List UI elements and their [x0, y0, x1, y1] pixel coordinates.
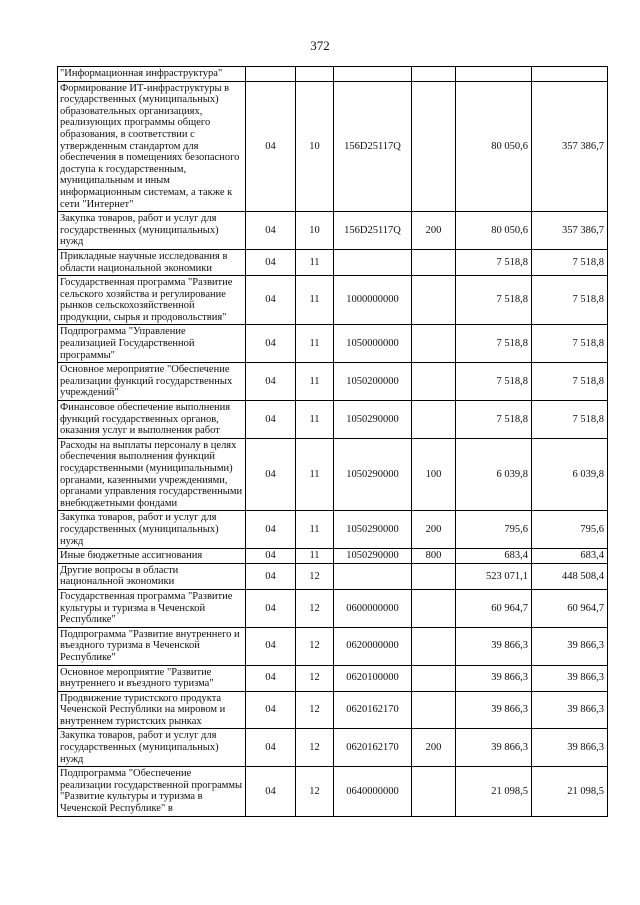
cell-subsection: 11 [296, 363, 334, 401]
cell-amount-1: 80 050,6 [456, 81, 532, 212]
cell-section: 04 [246, 401, 296, 439]
cell-section: 04 [246, 729, 296, 767]
cell-target-article: 0620000000 [334, 627, 412, 665]
cell-amount-1: 6 039,8 [456, 438, 532, 511]
cell-amount-1 [456, 67, 532, 82]
table-row [58, 511, 608, 549]
cell-name: Государственная программа "Развитие культуры и туризма в Чеченской Республике" [58, 589, 246, 627]
cell-target-article: 0640000000 [334, 767, 412, 816]
cell-amount-1: 39 866,3 [456, 665, 532, 691]
cell-target-article: 1050290000 [334, 549, 412, 564]
cell-amount-2: 7 518,8 [532, 249, 608, 275]
cell-target-article: 0620162170 [334, 729, 412, 767]
cell-target-article: 1050000000 [334, 325, 412, 363]
cell-target-article: 1050290000 [334, 511, 412, 549]
cell-section: 04 [246, 212, 296, 250]
cell-amount-1: 523 071,1 [456, 563, 532, 589]
table-row [58, 691, 608, 729]
cell-subsection: 12 [296, 665, 334, 691]
table-row [58, 549, 608, 564]
cell-expense-type [412, 563, 456, 589]
cell-subsection: 11 [296, 276, 334, 325]
cell-amount-1: 21 098,5 [456, 767, 532, 816]
cell-section: 04 [246, 627, 296, 665]
budget-table [57, 66, 608, 817]
cell-name: Финансовое обеспечение выполнения функций государственных органов, оказания услуг и выполнения работ [58, 401, 246, 439]
table-row [58, 438, 608, 511]
cell-section: 04 [246, 276, 296, 325]
cell-name: Прикладные научные исследования в области национальной экономики [58, 249, 246, 275]
cell-amount-1: 683,4 [456, 549, 532, 564]
cell-expense-type: 800 [412, 549, 456, 564]
cell-amount-2: 21 098,5 [532, 767, 608, 816]
cell-subsection: 11 [296, 401, 334, 439]
cell-amount-2 [532, 67, 608, 82]
cell-name: Государственная программа "Развитие сельского хозяйства и регулирование рынков сельскохозяйственной продукции, сырья и продовольствия" [58, 276, 246, 325]
cell-section: 04 [246, 767, 296, 816]
cell-name: Закупка товаров, работ и услуг для государственных (муниципальных) нужд [58, 729, 246, 767]
cell-subsection: 12 [296, 767, 334, 816]
cell-amount-2: 7 518,8 [532, 325, 608, 363]
cell-amount-2: 39 866,3 [532, 665, 608, 691]
cell-amount-1: 7 518,8 [456, 363, 532, 401]
cell-expense-type: 100 [412, 438, 456, 511]
cell-expense-type [412, 249, 456, 275]
cell-subsection: 11 [296, 511, 334, 549]
cell-subsection: 12 [296, 627, 334, 665]
cell-amount-1: 7 518,8 [456, 249, 532, 275]
cell-target-article: 0620100000 [334, 665, 412, 691]
cell-target-article: 1050290000 [334, 401, 412, 439]
cell-name: "Информационная инфраструктура" [58, 67, 246, 82]
cell-section: 04 [246, 363, 296, 401]
budget-table-body [58, 67, 608, 817]
cell-amount-2: 39 866,3 [532, 627, 608, 665]
page-number: 372 [310, 38, 330, 53]
cell-name: Другие вопросы в области национальной экономики [58, 563, 246, 589]
cell-section: 04 [246, 325, 296, 363]
cell-name: Подпрограмма "Обеспечение реализации государственной программы "Развитие культуры и туризма в Чеченской Республике" в [58, 767, 246, 816]
cell-expense-type [412, 767, 456, 816]
cell-section: 04 [246, 589, 296, 627]
cell-expense-type [412, 325, 456, 363]
cell-target-article [334, 249, 412, 275]
cell-subsection: 12 [296, 589, 334, 627]
table-row [58, 563, 608, 589]
cell-amount-1: 795,6 [456, 511, 532, 549]
cell-amount-2: 39 866,3 [532, 729, 608, 767]
table-row [58, 249, 608, 275]
cell-amount-2: 357 386,7 [532, 212, 608, 250]
cell-subsection: 12 [296, 729, 334, 767]
cell-amount-2: 7 518,8 [532, 276, 608, 325]
cell-amount-2: 795,6 [532, 511, 608, 549]
cell-name: Основное мероприятие "Развитие внутреннего и въездного туризма" [58, 665, 246, 691]
cell-subsection: 11 [296, 549, 334, 564]
cell-section: 04 [246, 665, 296, 691]
cell-amount-1: 80 050,6 [456, 212, 532, 250]
cell-amount-1: 7 518,8 [456, 325, 532, 363]
cell-name: Иные бюджетные ассигнования [58, 549, 246, 564]
cell-amount-1: 7 518,8 [456, 276, 532, 325]
cell-target-article: 0620162170 [334, 691, 412, 729]
cell-expense-type [412, 363, 456, 401]
cell-section: 04 [246, 438, 296, 511]
cell-amount-2: 683,4 [532, 549, 608, 564]
cell-amount-1: 39 866,3 [456, 691, 532, 729]
table-row [58, 729, 608, 767]
cell-expense-type [412, 67, 456, 82]
cell-subsection: 10 [296, 212, 334, 250]
cell-expense-type [412, 589, 456, 627]
cell-expense-type [412, 691, 456, 729]
cell-amount-2: 39 866,3 [532, 691, 608, 729]
cell-name: Формирование ИТ-инфраструктуры в государственных (муниципальных) образовательных организациях, реализующих программы общего образования, в соответствии с утвержденным стандартом для обеспечения в помещениях безопасного доступа к государственным, муниципальным и иным информационным системам, а также к сети "Интернет" [58, 81, 246, 212]
cell-target-article: 1050200000 [334, 363, 412, 401]
cell-name: Закупка товаров, работ и услуг для государственных (муниципальных) нужд [58, 511, 246, 549]
cell-section: 04 [246, 563, 296, 589]
table-row [58, 325, 608, 363]
cell-section: 04 [246, 549, 296, 564]
cell-expense-type [412, 276, 456, 325]
cell-target-article: 1000000000 [334, 276, 412, 325]
cell-amount-2: 60 964,7 [532, 589, 608, 627]
cell-expense-type [412, 401, 456, 439]
cell-name: Закупка товаров, работ и услуг для государственных (муниципальных) нужд [58, 212, 246, 250]
cell-expense-type [412, 627, 456, 665]
cell-amount-1: 39 866,3 [456, 627, 532, 665]
cell-expense-type [412, 81, 456, 212]
cell-section: 04 [246, 691, 296, 729]
cell-subsection [296, 67, 334, 82]
cell-amount-2: 357 386,7 [532, 81, 608, 212]
table-row [58, 276, 608, 325]
cell-amount-1: 7 518,8 [456, 401, 532, 439]
cell-amount-1: 60 964,7 [456, 589, 532, 627]
cell-amount-2: 448 508,4 [532, 563, 608, 589]
cell-amount-1: 39 866,3 [456, 729, 532, 767]
cell-target-article: 0600000000 [334, 589, 412, 627]
cell-section: 04 [246, 249, 296, 275]
cell-subsection: 12 [296, 691, 334, 729]
table-row [58, 589, 608, 627]
cell-name: Подпрограмма "Развитие внутреннего и въездного туризма в Чеченской Республике" [58, 627, 246, 665]
table-row [58, 67, 608, 82]
cell-expense-type: 200 [412, 511, 456, 549]
cell-amount-2: 7 518,8 [532, 401, 608, 439]
cell-name: Подпрограмма "Управление реализацией Государственной программы" [58, 325, 246, 363]
cell-name: Расходы на выплаты персоналу в целях обеспечения выполнения функций государственными (муниципальными) органами, казенными учреждениями, органами управления государственными внебюджетными фондами [58, 438, 246, 511]
table-row [58, 81, 608, 212]
table-row [58, 767, 608, 816]
cell-section: 04 [246, 511, 296, 549]
cell-amount-2: 7 518,8 [532, 363, 608, 401]
cell-target-article: 1050290000 [334, 438, 412, 511]
cell-target-article: 156D25117Q [334, 81, 412, 212]
table-row [58, 363, 608, 401]
cell-target-article [334, 563, 412, 589]
cell-name: Основное мероприятие "Обеспечение реализации функций государственных учреждений" [58, 363, 246, 401]
cell-subsection: 12 [296, 563, 334, 589]
cell-expense-type: 200 [412, 212, 456, 250]
cell-name: Продвижение туристского продукта Чеченской Республики на мировом и внутреннем туристских рынках [58, 691, 246, 729]
cell-subsection: 11 [296, 249, 334, 275]
cell-target-article: 156D25117Q [334, 212, 412, 250]
cell-section [246, 67, 296, 82]
cell-amount-2: 6 039,8 [532, 438, 608, 511]
table-row [58, 665, 608, 691]
cell-subsection: 11 [296, 325, 334, 363]
cell-expense-type: 200 [412, 729, 456, 767]
table-row [58, 212, 608, 250]
cell-subsection: 11 [296, 438, 334, 511]
cell-expense-type [412, 665, 456, 691]
cell-subsection: 10 [296, 81, 334, 212]
table-row [58, 627, 608, 665]
table-row [58, 401, 608, 439]
cell-target-article [334, 67, 412, 82]
cell-section: 04 [246, 81, 296, 212]
